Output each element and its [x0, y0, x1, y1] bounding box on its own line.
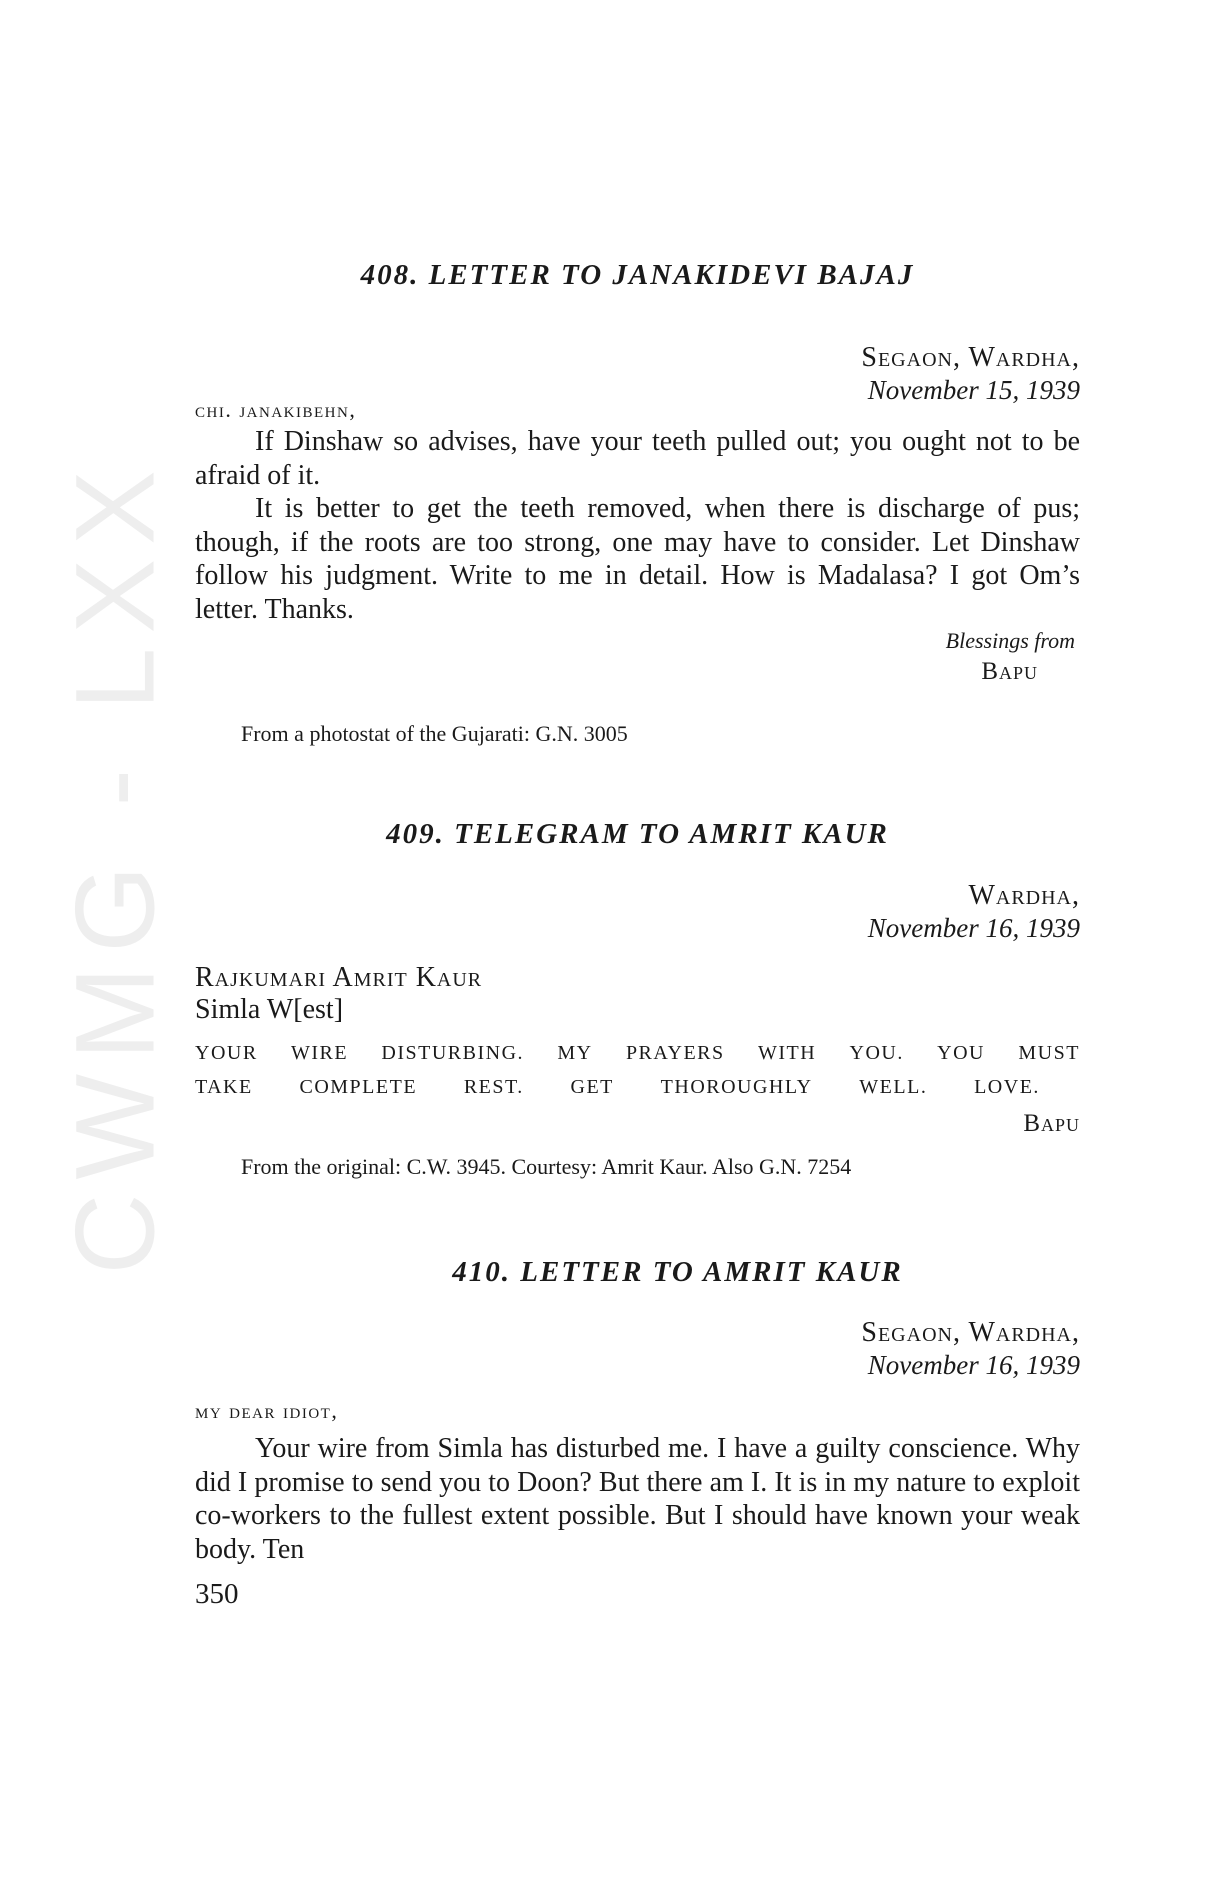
word: COMPLETE [299, 1076, 418, 1098]
word: PRAYERS [625, 1042, 725, 1064]
word: YOUR [195, 1042, 258, 1064]
dateline-410 [195, 1317, 1080, 1381]
body-410 [195, 1396, 1080, 1566]
heading-408: 408. LETTER TO JANAKIDEVI BAJAJ [360, 259, 915, 291]
letter-410 [195, 1255, 1080, 1289]
date-410: November 16, 1939 [867, 1350, 1080, 1380]
heading-410: 410. LETTER TO AMRIT KAUR [452, 1256, 903, 1288]
word: REST. [463, 1076, 524, 1098]
source-409-wrap [195, 1153, 1080, 1181]
signature-408: Bapu [981, 658, 1038, 685]
word: THOROUGHLY [660, 1076, 813, 1098]
word: DISTURBING. [381, 1042, 525, 1064]
source-409: From the original: C.W. 3945. Courtesy: Amrit Kaur. Also G.N. 7254 [241, 1154, 852, 1179]
watermark: CWMG - LXX [52, 456, 178, 1275]
salutation-408: chi. janakibehn, [195, 397, 357, 422]
source-408-wrap [195, 720, 1080, 748]
letter-408 [195, 258, 1080, 292]
salutation-410: my dear idiot, [195, 1398, 339, 1423]
addressee-line-2-text: Simla W[est] [195, 994, 344, 1025]
page-number: 350 [195, 1578, 239, 1610]
telegram-text [195, 1036, 1080, 1104]
telegram-409 [195, 817, 1080, 851]
signature-409-wrap [195, 1108, 1080, 1140]
word: MUST [1018, 1042, 1080, 1064]
word: WELL. [859, 1076, 928, 1098]
closing-408: Blessings from [945, 628, 1075, 653]
word: YOU [937, 1042, 986, 1064]
date-409: November 16, 1939 [867, 913, 1080, 943]
dateline-409 [195, 880, 1080, 944]
heading-409: 409. TELEGRAM TO AMRIT KAUR [386, 818, 889, 850]
word: WITH [757, 1042, 817, 1064]
place-410: Segaon, Wardha, [861, 1317, 1080, 1348]
place-408: Segaon, Wardha, [861, 342, 1080, 373]
addressee-line-2 [195, 994, 1080, 1026]
telegram-line-1 [195, 1036, 1080, 1070]
word: MY [557, 1042, 593, 1064]
word: GET [570, 1076, 614, 1098]
signature-409: Bapu [1023, 1110, 1080, 1137]
date-408: November 15, 1939 [867, 375, 1080, 405]
paragraph-408-1: If Dinshaw so advises, have your teeth pulled out; you ought not to be afraid of it. [195, 426, 1080, 491]
paragraph-410: Your wire from Simla has disturbed me. I have a guilty conscience. Why did I promise to send you to Doon? But there am I. It is in my nature to exploit co-workers to the fullest extent possible. But I should have known your weak body. Ten [195, 1433, 1080, 1565]
body-408 [195, 395, 1080, 688]
telegram-line-2 [195, 1070, 1080, 1104]
addressee-409 [195, 962, 1080, 1026]
paragraph-408-2: It is better to get the teeth removed, when there is discharge of pus; though, if the roots are too strong, one may have to consider. Let Dinshaw follow his judgment. Write to me in detail. How is Madalasa? I got Om’s letter. Thanks. [195, 493, 1080, 625]
addressee-line-1: Rajkumari Amrit Kaur [195, 962, 483, 993]
source-408: From a photostat of the Gujarati: G.N. 3005 [241, 721, 628, 746]
word: YOU. [849, 1042, 904, 1064]
place-409: Wardha, [968, 880, 1080, 911]
word: TAKE [195, 1076, 253, 1098]
word: LOVE. [974, 1076, 1040, 1098]
word: WIRE [291, 1042, 349, 1064]
